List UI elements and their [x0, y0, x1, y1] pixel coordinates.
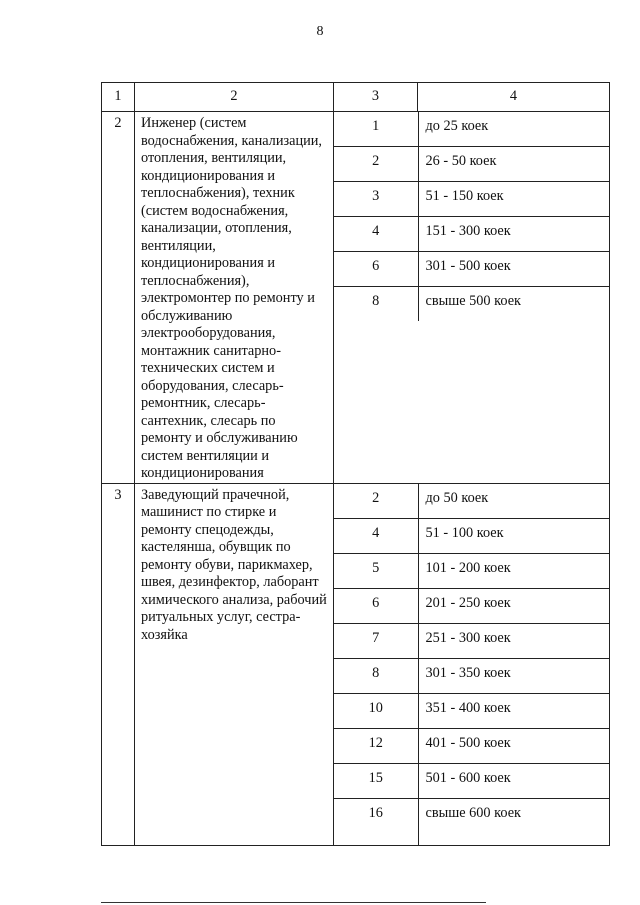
staff-count: 3 [334, 182, 418, 217]
staff-count: 6 [334, 588, 418, 623]
bed-range: свыше 500 коек [418, 287, 609, 322]
staff-count: 1 [372, 118, 380, 134]
norm-row [334, 182, 609, 217]
bed-range: 301 - 500 коек [418, 252, 609, 287]
footer-rule [101, 902, 486, 903]
norm-row [334, 658, 609, 693]
norms-table [334, 484, 609, 845]
position-list: Инженер (систем водоснабжения, канализации, отопления, вентиляции, кондиционирования и теплоснабжения), техник (систем водоснабжения, канализации, отопления, вентиляции, кондиционирования и теплоснабжения), электромонтер по ремонту и обслуживанию электрооборудования, монтажник санитарно-технических систем и оборудования, слесарь-ремонтник, слесарь-сантехник, слесарь по ремонту и обслуживанию систем вентиляции и кондиционирования [135, 112, 334, 484]
row-number: 3 [102, 483, 135, 845]
bed-range: 251 - 300 коек [418, 623, 609, 658]
table-header-row [102, 83, 610, 112]
header-cell: 3 [334, 83, 418, 112]
header-cell: 2 [135, 83, 334, 112]
norm-row [334, 553, 609, 588]
norm-row [334, 763, 609, 798]
staff-count: 7 [334, 623, 418, 658]
bed-range: до 50 коек [418, 484, 609, 519]
norm-row [334, 484, 609, 519]
staff-count: 8 [334, 287, 418, 322]
header-cell: 1 [102, 83, 135, 112]
bed-range: 101 - 200 коек [418, 553, 609, 588]
table-row [102, 112, 610, 484]
norm-row [334, 623, 609, 658]
staff-count: 4 [334, 217, 418, 252]
bed-range: свыше 600 коек [418, 798, 609, 845]
bed-range: 401 - 500 коек [418, 728, 609, 763]
position-list: Заведующий прачечной, машинист по стирке и ремонту спецодежды, кастелянша, обувщик по ремонту обуви, парикмахер, швея, дезинфектор, лаборант химического анализа, рабочий ритуальных услуг, сестра-хозяйка [135, 483, 334, 845]
staff-count: 4 [334, 518, 418, 553]
staffing-table [101, 82, 610, 846]
bed-range: 51 - 150 коек [418, 182, 609, 217]
row-number: 2 [102, 112, 135, 484]
staff-count: 6 [334, 252, 418, 287]
norms-table [334, 112, 609, 321]
header-cell: 4 [418, 83, 610, 112]
bed-range: 501 - 600 коек [418, 763, 609, 798]
staff-count: 2 [334, 147, 418, 182]
norm-row [334, 287, 609, 322]
norm-row [334, 798, 609, 845]
staff-count: 16 [334, 798, 418, 845]
norm-row [334, 112, 609, 147]
bed-range: 51 - 100 коек [418, 518, 609, 553]
bed-range: до 25 коек [418, 112, 609, 147]
norm-row [334, 147, 609, 182]
page-number: 8 [316, 24, 324, 39]
norms-cell [334, 483, 610, 845]
norm-row [334, 518, 609, 553]
bed-range: 201 - 250 коек [418, 588, 609, 623]
bed-range: 26 - 50 коек [418, 147, 609, 182]
norm-row [334, 693, 609, 728]
bed-range: 151 - 300 коек [418, 217, 609, 252]
staff-count: 2 [372, 489, 380, 506]
norms-cell [334, 112, 610, 484]
norm-row [334, 728, 609, 763]
staff-count: 15 [334, 763, 418, 798]
norm-row [334, 588, 609, 623]
staff-count: 5 [334, 553, 418, 588]
norm-row [334, 252, 609, 287]
staff-count: 8 [334, 658, 418, 693]
table-row [102, 483, 610, 845]
staff-count: 10 [334, 693, 418, 728]
norm-row [334, 217, 609, 252]
bed-range: 351 - 400 коек [418, 693, 609, 728]
staff-count: 12 [334, 728, 418, 763]
bed-range: 301 - 350 коек [418, 658, 609, 693]
